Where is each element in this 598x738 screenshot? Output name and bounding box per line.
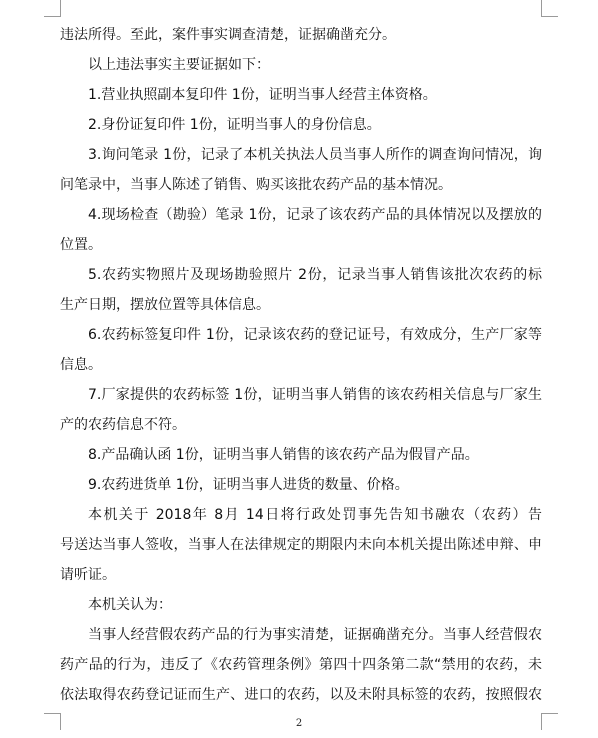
- text-line: 生产日期，摆放位置等具体信息。: [60, 297, 270, 313]
- page-number: 2: [295, 718, 303, 729]
- text-line: 8.产品确认函 1份，证明当事人销售的该农药产品为假冒产品。: [88, 447, 479, 463]
- text-line: 产的农药信息不符。: [60, 417, 186, 433]
- text-line: 请听证。: [60, 567, 116, 583]
- document-body: [60, 20, 542, 710]
- text-line: 以上违法事实主要证据如下：: [88, 57, 270, 73]
- text-line: 违法所得。至此，案件事实调查清楚，证据确凿充分。: [60, 27, 396, 43]
- text-line: 号送达当事人签收，当事人在法律规定的期限内未向本机关提出陈述申辩、申: [60, 537, 542, 553]
- text-line: 依法取得农药登记证而生产、进口的农药，以及未附具标签的农药，按照假农: [60, 687, 542, 703]
- crop-mark-top-left: [44, 0, 61, 17]
- text-line: 2.身份证复印件 1份，证明当事人的身份信息。: [88, 117, 381, 133]
- text-line: 7.厂家提供的农药标签 1份，证明当事人销售的该农药相关信息与厂家生: [88, 387, 542, 403]
- text-line: 药产品的行为，违反了《农药管理条例》第四十四条第二款“禁用的农药，未: [60, 657, 542, 673]
- text-line: 5.农药实物照片及现场勘验照片 2份，记录当事人销售该批次农药的标: [88, 267, 542, 283]
- text-line: 位置。: [60, 237, 102, 253]
- text-line: 9.农药进货单 1份，证明当事人进货的数量、价格。: [88, 477, 409, 493]
- text-line: 本机关认为：: [88, 597, 172, 613]
- text-line: 3.询问笔录 1份，记录了本机关执法人员当事人所作的调查询问情况，询: [88, 147, 542, 163]
- text-line: 信息。: [60, 357, 102, 373]
- text-line: 问笔录中，当事人陈述了销售、购买该批农药产品的基本情况。: [60, 177, 452, 193]
- text-line: 本机关于 2018年 8月 14日将行政处罚事先告知书融农（农药）告: [88, 507, 542, 523]
- crop-mark-top-right: [541, 0, 558, 17]
- text-line: 当事人经营假农药产品的行为事实清楚，证据确凿充分。当事人经营假农: [88, 627, 542, 643]
- text-line: 4.现场检查（勘验）笔录 1份，记录了该农药产品的具体情况以及摆放的: [88, 207, 542, 223]
- text-line: 6.农药标签复印件 1份，记录该农药的登记证号，有效成分，生产厂家等: [88, 327, 542, 343]
- text-line: 1.营业执照副本复印件 1份，证明当事人经营主体资格。: [88, 87, 437, 103]
